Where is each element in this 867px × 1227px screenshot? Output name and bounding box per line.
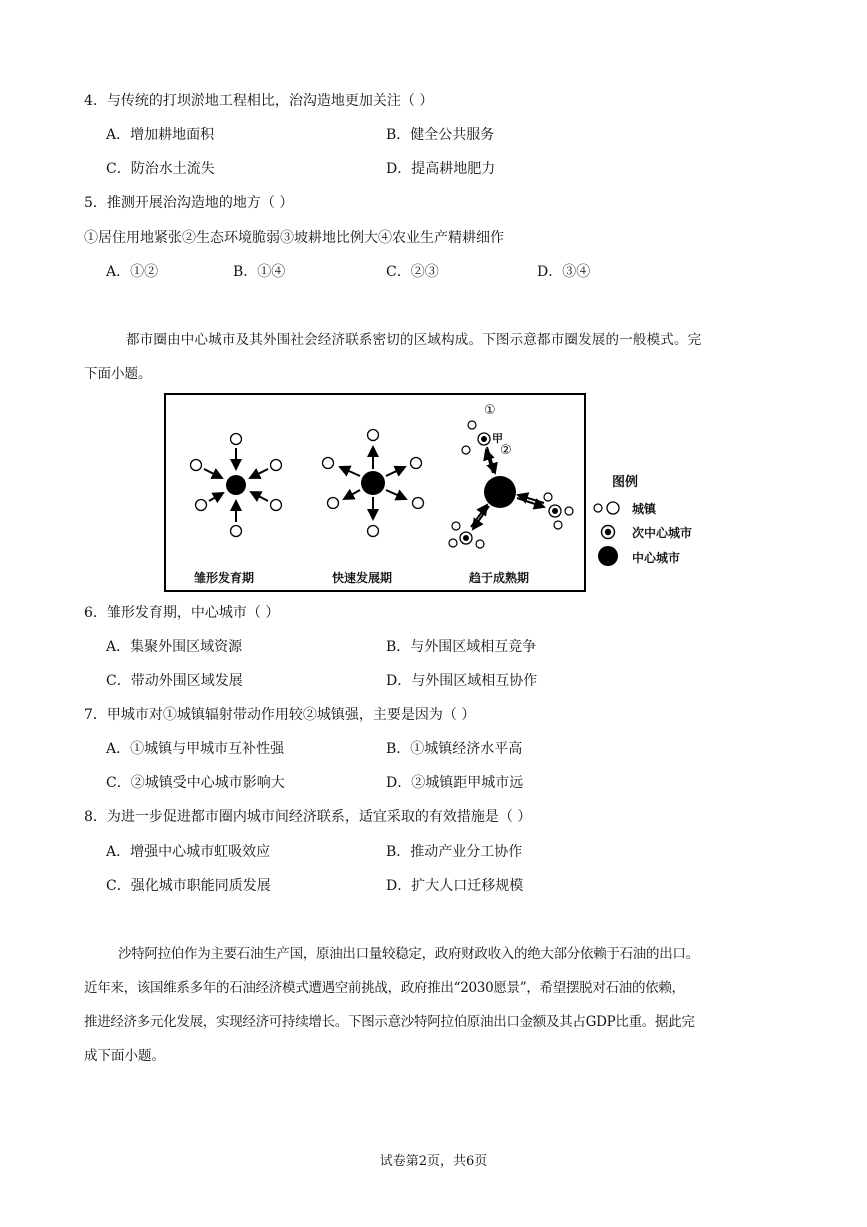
figure-diagram — [166, 395, 584, 590]
q4-option-a: A．增加耕地面积 — [106, 127, 215, 143]
center-city — [484, 476, 516, 508]
stage2-label: 快速发展期 — [332, 571, 393, 585]
passage-line: 沙特阿拉伯作为主要石油生产国，原油出口量较稳定，政府财政收入的绝大部分依赖于石油的出口。 — [118, 946, 699, 962]
legend-town-label: 城镇 — [632, 502, 657, 516]
town — [468, 421, 476, 429]
q5-option-a: A．①② — [106, 264, 159, 280]
town — [271, 500, 282, 511]
q7-stem: 7．甲城市对①城镇辐射带动作用较②城镇强，主要是因为（ ） — [84, 707, 476, 723]
q8-option-c: C．强化城市职能同质发展 — [106, 878, 271, 894]
town — [231, 434, 242, 445]
q5-option-c: C．②③ — [386, 264, 439, 280]
town — [328, 498, 339, 509]
q7-option-b: B．①城镇经济水平高 — [386, 741, 523, 757]
legend-center-label: 中心城市 — [632, 551, 681, 565]
q8-stem: 8．为进一步促进都市圈内城市间经济联系，适宜采取的有效措施是（ ） — [84, 809, 532, 825]
town — [462, 446, 470, 454]
town — [411, 458, 422, 469]
passage-line: 推进经济多元化发展，实现经济可持续增长。下图示意沙特阿拉伯原油出口金额及其占GDP比重。据此完 — [84, 1014, 695, 1030]
legend-town-icon — [607, 502, 619, 514]
town — [191, 460, 202, 471]
q5-option-d: D．③④ — [537, 264, 591, 280]
q6-option-a: A．集聚外围区域资源 — [106, 639, 243, 655]
passage-line: 近年来，该国维系多年的石油经济模式遭遇空前挑战，政府推出“2030愿景”，希望摆脱对石油的依赖， — [84, 980, 685, 996]
q8-option-a: A．增强中心城市虹吸效应 — [106, 844, 271, 860]
legend-center-icon — [598, 546, 618, 566]
town — [476, 540, 484, 548]
mark-jia: 甲 — [492, 432, 503, 445]
center-city — [361, 471, 385, 495]
town — [323, 458, 334, 469]
passage-line: 下面小题。 — [84, 366, 152, 382]
q5-items: ①居住用地紧张②生态环境脆弱③坡耕地比例大④农业生产精耕细作 — [84, 230, 504, 246]
q8-option-b: B．推动产业分工协作 — [386, 844, 523, 860]
page-footer: 试卷第2页，共6页 — [379, 1154, 488, 1169]
q4-option-b: B．健全公共服务 — [386, 127, 495, 143]
town — [452, 522, 460, 530]
q5-stem: 5．推测开展治沟造地的地方（ ） — [84, 195, 294, 211]
q7-option-d: D．②城镇距甲城市远 — [386, 775, 524, 791]
stage3-label: 趋于成熟期 — [469, 571, 530, 585]
q6-option-d: D．与外围区域相互协作 — [386, 673, 538, 689]
q6-option-b: B．与外围区域相互竞争 — [386, 639, 537, 655]
stage1-label: 雏形发育期 — [194, 571, 255, 585]
q4-option-d: D．提高耕地肥力 — [386, 161, 496, 177]
town — [368, 526, 379, 537]
q6-option-c: C．带动外围区域发展 — [106, 673, 243, 689]
q8-option-d: D．扩大人口迁移规模 — [386, 878, 524, 894]
metropolitan-development-figure — [164, 393, 586, 592]
town — [413, 498, 424, 509]
q5-option-b: B．①④ — [233, 264, 286, 280]
stage3-diagram — [449, 421, 573, 548]
legend-title: 图例 — [612, 475, 639, 490]
q7-option-c: C．②城镇受中心城市影响大 — [106, 775, 285, 791]
town — [565, 507, 573, 515]
town — [196, 500, 207, 511]
q4-option-c: C．防治水土流失 — [106, 161, 215, 177]
town — [554, 521, 562, 529]
town — [271, 460, 282, 471]
town — [449, 539, 457, 547]
town — [368, 430, 379, 441]
stage2-diagram — [323, 430, 424, 537]
mark-town-1: ① — [484, 403, 496, 418]
q7-option-a: A．①城镇与甲城市互补性强 — [106, 741, 285, 757]
town — [544, 493, 552, 501]
q6-stem: 6．雏形发育期，中心城市（ ） — [84, 605, 280, 621]
passage-line: 都市圈由中心城市及其外围社会经济联系密切的区域构成。下图示意都市圈发展的一般模式。完 — [126, 332, 702, 348]
mark-town-2: ② — [500, 443, 512, 458]
q4-stem: 4．与传统的打坝淤地工程相比，治沟造地更加关注（ ） — [84, 93, 434, 109]
legend-town-small-icon — [594, 504, 602, 512]
center-city — [226, 475, 246, 495]
passage-line: 成下面小题。 — [84, 1048, 165, 1064]
passage-metropolitan — [84, 330, 784, 384]
town — [231, 526, 242, 537]
legend-sub-center-label: 次中心城市 — [632, 526, 693, 540]
passage-saudi-arabia — [84, 944, 784, 1066]
stage1-diagram — [191, 434, 282, 537]
